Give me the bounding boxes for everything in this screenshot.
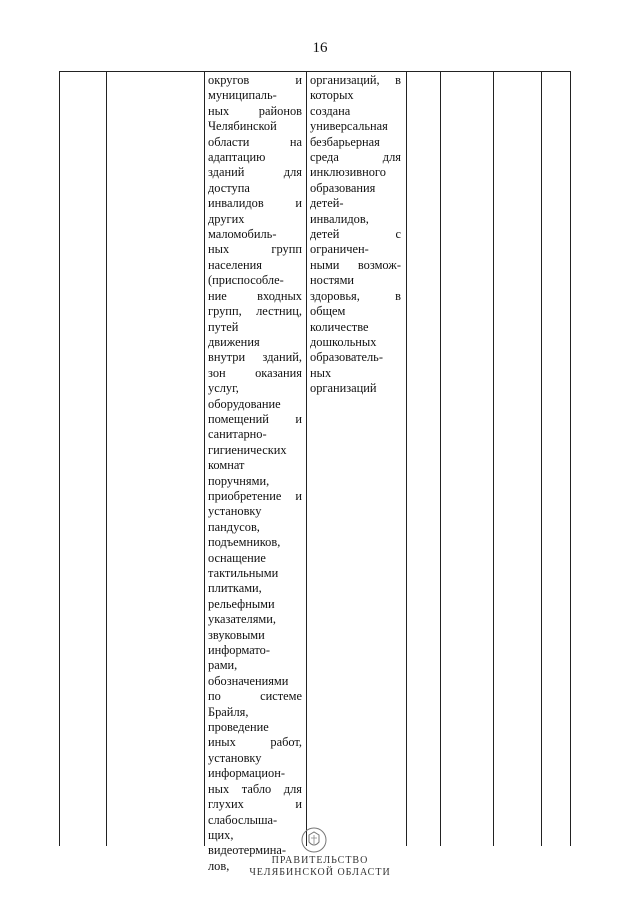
text-line: внутри зданий, [208, 350, 302, 365]
coat-of-arms-icon [300, 826, 328, 854]
text-line: санитарно- [208, 427, 267, 442]
text-line: образования [310, 180, 376, 195]
text-line: тактильными [208, 566, 279, 580]
text-line: обозначениями [208, 673, 289, 688]
page-number: 16 [312, 40, 328, 56]
text-line: среда для [310, 150, 401, 165]
text-line: количестве [310, 319, 369, 334]
text-line: организаций [310, 381, 377, 396]
text-line: Брайля, [208, 704, 249, 719]
text-line: образователь- [310, 350, 383, 365]
text-line: округов и [208, 73, 302, 87]
text-line: слабослыша- [208, 812, 278, 827]
text-line: ограничен- [310, 242, 369, 257]
text-line: проведение [208, 720, 269, 735]
text-line: детей с [310, 227, 401, 242]
text-line: ных групп [208, 242, 302, 257]
text-line: здоровья, в [310, 288, 401, 303]
column-divider [106, 72, 107, 846]
text-line: поручнями, [208, 473, 270, 488]
stamp-government: ПРАВИТЕЛЬСТВО [271, 855, 369, 866]
text-line: помещений и [208, 411, 302, 426]
text-line: (приспособле- [208, 273, 284, 288]
column-divider [204, 72, 205, 846]
text-line: услуг, [208, 381, 239, 396]
text-line: ностями [310, 273, 355, 288]
text-line: оснащение [208, 550, 266, 565]
text-line: по системе [208, 689, 302, 704]
text-line: видеотермина- [208, 843, 286, 858]
text-line: общем [310, 304, 346, 319]
text-line: указателями, [208, 612, 276, 627]
text-line: создана [310, 103, 351, 118]
measure-description-cell [208, 72, 302, 874]
text-line: установку [208, 750, 262, 765]
text-line: зданий для [208, 165, 302, 180]
text-line: маломобиль- [208, 227, 277, 242]
text-line: установку [208, 504, 262, 519]
text-line: комнат [208, 458, 245, 473]
text-line: щих, [208, 827, 234, 842]
text-line: путей [208, 319, 239, 334]
text-line: приобретение и [208, 488, 302, 503]
text-line: инвалидов и [208, 196, 302, 211]
text-line: ными возмож- [310, 257, 401, 272]
text-line: информато- [208, 643, 271, 658]
stamp-region: ЧЕЛЯБИНСКОЙ ОБЛАСТИ [249, 867, 391, 878]
text-line: ных табло для [208, 781, 302, 796]
text-line: движения [208, 334, 260, 349]
column-divider [406, 72, 407, 846]
text-line: плитками, [208, 581, 262, 596]
text-line: подъемников, [208, 535, 281, 550]
text-line: ных [310, 365, 332, 380]
text-line: зон оказания [208, 365, 302, 380]
text-line: адаптацию [208, 150, 266, 165]
text-line: детей- [310, 196, 344, 211]
indicator-description-cell [310, 72, 401, 397]
column-divider [493, 72, 494, 846]
text-line: безбарьерная [310, 134, 380, 149]
text-line: которых [310, 88, 354, 103]
text-line: иных работ, [208, 735, 302, 750]
text-line: других [208, 211, 245, 226]
text-line: инклюзивного [310, 165, 386, 180]
text-line: рельефными [208, 596, 275, 611]
text-line: рами, [208, 658, 238, 673]
text-line: доступа [208, 180, 250, 195]
text-line: дошкольных [310, 334, 377, 349]
text-line: групп, лестниц, [208, 304, 302, 319]
text-line: населения [208, 257, 262, 272]
text-line: пандусов, [208, 519, 260, 534]
text-line: лов, [208, 858, 230, 873]
text-line: информацион- [208, 766, 285, 781]
text-line: гигиенических [208, 442, 287, 457]
text-line: звуковыми [208, 627, 265, 642]
text-line: муниципаль- [208, 88, 277, 103]
text-line: ных районов [208, 103, 302, 118]
column-divider [306, 72, 307, 846]
text-line: области на [208, 134, 302, 149]
text-line: инвалидов, [310, 211, 369, 226]
column-divider [541, 72, 542, 846]
text-line: Челябинской [208, 119, 277, 134]
text-line: оборудование [208, 396, 281, 411]
text-line: организаций, в [310, 73, 401, 87]
text-line: глухих и [208, 797, 302, 812]
text-line: универсальная [310, 119, 388, 134]
text-line: ние входных [208, 288, 302, 303]
column-divider [440, 72, 441, 846]
